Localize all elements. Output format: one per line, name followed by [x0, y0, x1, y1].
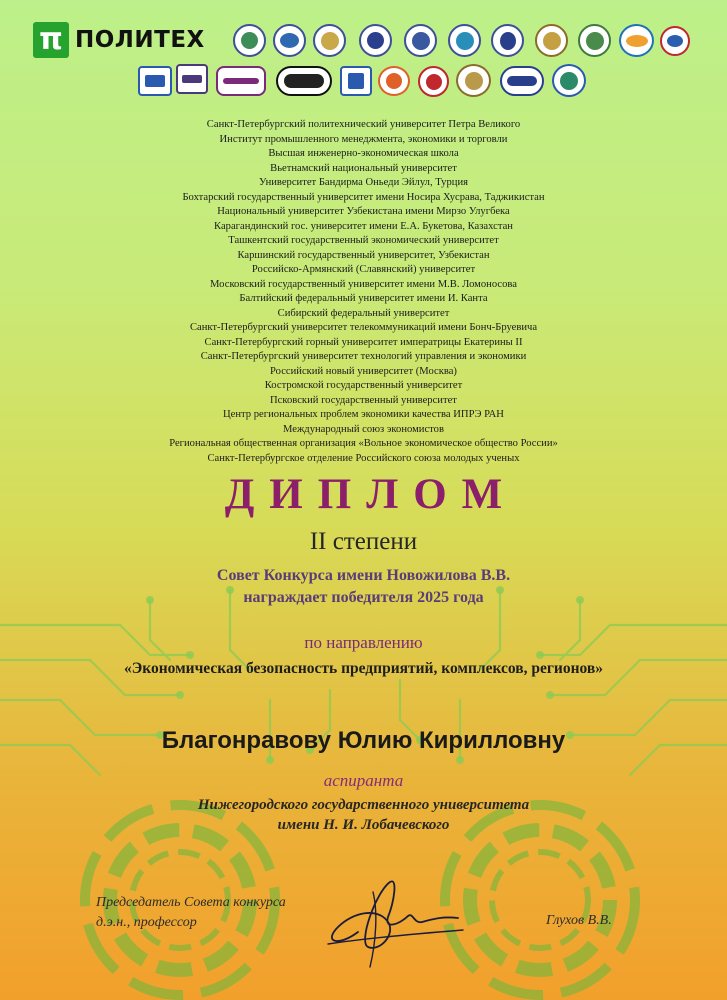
university-seal-icon: [619, 24, 654, 57]
organizer-item: Костромской государственный университет: [264, 380, 463, 391]
organizer-item: Бохтарский государственный университет имени Носира Хусрава, Таджикистан: [182, 191, 545, 203]
university-seal-icon: [491, 24, 524, 57]
organizer-item: Санкт-Петербургский университет технологий управления и экономики: [200, 351, 527, 362]
university-seal-icon: [578, 24, 611, 57]
university-seal-icon: [138, 66, 172, 96]
organizer-item: Балтийский федеральный университет имени И. Канта: [239, 293, 488, 304]
university-seal-icon: [535, 24, 568, 57]
university-line: Нижегородского государственного университета: [197, 797, 530, 813]
university-seal-icon: [216, 66, 266, 96]
university-seal-icon: [448, 24, 481, 57]
winner-status: аспиранта: [323, 771, 404, 790]
handwritten-signature: [318, 872, 468, 972]
direction-name: «Экономическая безопасность предприятий, комплексов, регионов»: [123, 660, 604, 677]
university-seal-icon: [359, 24, 392, 57]
organizer-item: Центр региональных проблем экономики качества ИПРЭ РАН: [223, 409, 504, 420]
organizer-item: Университет Бандирма Оньеди Эйлул, Турция: [259, 177, 468, 188]
university-seal-icon: [404, 24, 437, 57]
organizer-item: Институт промышленного менеджмента, экономики и торговли: [219, 133, 508, 145]
university-seal-icon: [456, 64, 491, 97]
organizer-item: Российско-Армянский (Славянский) университет: [251, 264, 476, 275]
university-seal-icon: [273, 24, 306, 57]
organizer-item: Московский государственный университет имени М.В. Ломоносова: [210, 278, 517, 290]
diploma-degree: II степени: [309, 528, 418, 555]
organizer-item: Санкт-Петербургский горный университет императрицы Екатерины II: [204, 336, 523, 348]
direction-label: по направлению: [304, 633, 423, 652]
pi-logo-icon: π: [33, 22, 69, 58]
university-seal-icon: [378, 66, 410, 96]
politeh-logo: [33, 20, 205, 60]
organizers-list: [100, 118, 627, 466]
university-seal-icon: [500, 66, 544, 96]
signatory-title: Председатель Совета конкурса: [96, 895, 286, 910]
award-line: награждает победителя 2025 года: [243, 589, 484, 606]
university-seal-icon: [552, 64, 586, 97]
university-seal-icon: [276, 66, 332, 96]
university-seal-icon: [418, 66, 449, 97]
brand-name: ПОЛИТЕХ: [75, 27, 205, 53]
council-line: Совет Конкурса имени Новожилова В.В.: [216, 567, 511, 584]
university-name-line: имени Н. И. Лобачевского: [277, 817, 450, 833]
winner-name: Благонравову Юлию Кирилловну: [161, 727, 566, 754]
university-seal-icon: [340, 66, 372, 96]
diploma-title: ДИПЛОМ: [224, 471, 518, 518]
organizer-item: Карагандинский гос. университет имени Е.А. Букетова, Казахстан: [214, 220, 513, 232]
organizer-item: Псковский государственный университет: [270, 394, 457, 406]
university-seal-icon: [233, 24, 266, 57]
signatory-degree: д.э.н., профессор: [96, 915, 197, 930]
organizer-item: Международный союз экономистов: [283, 423, 444, 435]
university-seal-icon: [313, 24, 346, 57]
organizer-item: Высшая инженерно-экономическая школа: [268, 148, 459, 159]
signatory-position: [96, 893, 286, 933]
university-seal-icon: [176, 64, 208, 94]
organizer-item: Санкт-Петербургское отделение Российского союза молодых ученых: [207, 452, 520, 464]
university-seal-icon: [660, 26, 690, 56]
signatory-name: Глухов В.В.: [546, 913, 612, 928]
organizer-item: Сибирский федеральный университет: [277, 307, 450, 319]
organizer-item: Санкт-Петербургский университет телекоммуникаций имени Бонч-Бруевича: [189, 322, 538, 333]
organizer-item: Региональная общественная организация «Вольное экономическое общество России»: [169, 438, 558, 449]
organizer-item: Ташкентский государственный экономический университет: [228, 235, 499, 246]
organizer-item: Санкт-Петербургский политехнический университет Петра Великого: [206, 119, 521, 130]
organizer-item: Вьетнамский национальный университет: [270, 162, 457, 174]
organizer-item: Каршинский государственный университет, Узбекистан: [237, 249, 490, 261]
organizer-item: Российский новый университет (Москва): [270, 365, 457, 377]
organizer-item: Национальный университет Узбекистана имени Мирзо Улугбека: [217, 206, 510, 217]
